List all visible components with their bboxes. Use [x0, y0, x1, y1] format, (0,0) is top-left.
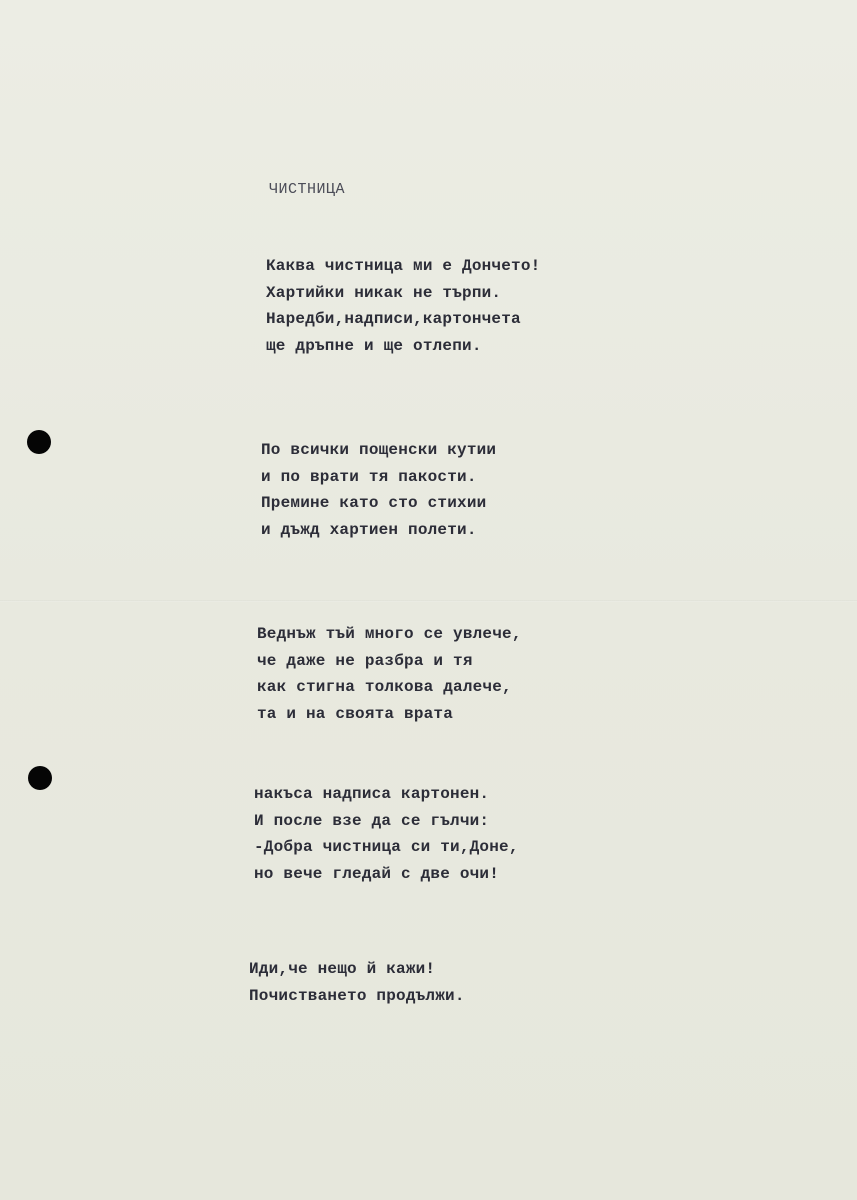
- poem-line: и по врати тя пакости.: [261, 467, 477, 486]
- poem-line: -Добра чистница си ти,Доне,: [254, 838, 519, 856]
- poem-line: Наредби,надписи,картончета: [266, 310, 521, 328]
- stanza-3: [257, 621, 522, 727]
- poem-line: Премине като сто стихии: [261, 494, 487, 512]
- poem-line: Хартийки никак не търпи.: [266, 283, 502, 302]
- poem-line: Веднъж тъй много се увлече,: [257, 625, 522, 643]
- poem-line: накъса надписа картонен.: [254, 785, 490, 803]
- poem-line: и дъжд хартиен полети.: [261, 520, 477, 539]
- poem-line: ще дръпне и ще отлепи.: [266, 336, 482, 355]
- poem-line: Каква чистница ми е Дончето!: [266, 257, 541, 275]
- stanza-5: [249, 956, 465, 1009]
- poem-line: че даже не разбра и тя: [257, 651, 473, 670]
- stanza-1: [266, 253, 540, 359]
- poem-line: По всички пощенски кутии: [261, 441, 497, 459]
- punch-hole-upper: [27, 430, 51, 454]
- poem-line: И после взе да се гълчи:: [254, 811, 490, 830]
- poem-title: ЧИСТНИЦА: [269, 181, 346, 198]
- poem-line: но вече гледай с две очи!: [254, 864, 500, 883]
- punch-hole-lower: [28, 766, 52, 790]
- poem-line: как стигна толкова далече,: [257, 678, 512, 696]
- stanza-2: [261, 437, 496, 543]
- paper-fold-line: [0, 600, 857, 602]
- poem-line: Иди,че нещо й кажи!: [249, 960, 436, 978]
- stanza-4: [254, 781, 519, 887]
- poem-line: та и на своята врата: [257, 704, 454, 723]
- poem-line: Почистването продължи.: [249, 986, 465, 1005]
